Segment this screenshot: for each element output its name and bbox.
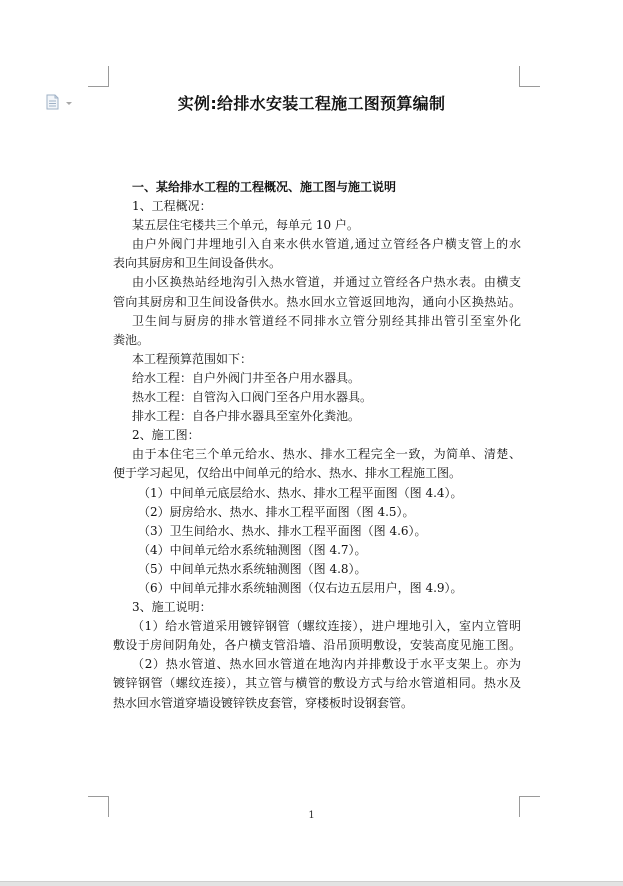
- paragraph-line: 给水工程：自户外阀门井至各户用水器具。: [132, 370, 361, 385]
- margin-mark-top-left: [88, 66, 109, 87]
- window-bottom-edge: [0, 881, 623, 886]
- list-item: （5）中间单元热水系统轴测图（图 4.8）。: [138, 561, 367, 576]
- paragraph-line: 便于学习起见，仅给出中间单元的给水、热水、排水工程施工图。: [113, 466, 462, 481]
- document-title: 实例:给排水安装工程施工图预算编制: [177, 94, 446, 113]
- paragraph-line: 粪池。: [113, 332, 150, 347]
- list-item: （4）中间单元给水系统轴测图（图 4.7）。: [138, 542, 367, 557]
- page-number: 1: [308, 810, 315, 821]
- document-body: [113, 178, 521, 713]
- list-item: （1）中间单元底层给水、热水、排水工程平面图（图 4.4）。: [138, 485, 463, 500]
- subsection-heading: 1、工程概况：: [132, 199, 212, 214]
- paragraph-line: 排水工程：自各户排水器具至室外化粪池。: [132, 409, 361, 424]
- list-item: （6）中间单元排水系统轴测图（仅右边五层用户，图 4.9）。: [138, 580, 463, 595]
- paragraph-line: 镀锌钢管（螺纹连接），其立管与横管的敷设方式与给水管道相同。热水及: [113, 676, 521, 691]
- paragraph-line: 由户外阀门井埋地引入自来水供水管道,通过立管经各户横支管上的水: [132, 237, 521, 252]
- paragraph-line: （1）给水管道采用镀锌钢管（螺纹连接），进户埋地引入，室内立管明: [132, 619, 521, 634]
- paragraph-line: 热水回水管道穿墙设镀锌铁皮套管，穿楼板时设钢套管。: [113, 695, 414, 710]
- paragraph-line: 由小区换热站经地沟引入热水管道，并通过立管经各户热水表。由横支: [132, 275, 521, 290]
- list-item: （3）卫生间给水、热水、排水工程平面图（图 4.6）。: [138, 523, 427, 538]
- paragraph-line: 卫生间与厨房的排水管道经不同排水立管分别经其排出管引至室外化: [132, 313, 521, 328]
- margin-mark-top-right: [519, 66, 540, 87]
- paragraph-line: （2）热水管道、热水回水管道在地沟内并排敷设于水平支架上。亦为: [132, 657, 521, 672]
- paragraph-line: 表向其厨房和卫生间设备供水。: [113, 256, 282, 271]
- section-heading: 一、某给排水工程的工程概况、施工图与施工说明: [132, 180, 397, 194]
- paragraph-line: 某五层住宅楼共三个单元，每单元 10 户。: [132, 218, 359, 233]
- list-item: （2）厨房给水、热水、排水工程平面图（图 4.5）。: [138, 504, 415, 519]
- paragraph-line: 热水工程：自管沟入口阀门至各户用水器具。: [132, 390, 373, 405]
- subsection-heading: 3、施工说明：: [132, 600, 212, 615]
- paragraph-line: 管向其厨房和卫生间设备供水。热水回水立管返回地沟，通向小区换热站。: [113, 294, 521, 309]
- paragraph-line: 敷设于房间阴角处，各户横支管沿墙、沿吊顶明敷设，安装高度见施工图。: [113, 638, 521, 653]
- paragraph-line: 本工程预算范围如下：: [132, 351, 253, 366]
- subsection-heading: 2、施工图：: [132, 428, 200, 443]
- paragraph-line: 由于本住宅三个单元给水、热水、排水工程完全一致，为简单、清楚、: [132, 447, 521, 462]
